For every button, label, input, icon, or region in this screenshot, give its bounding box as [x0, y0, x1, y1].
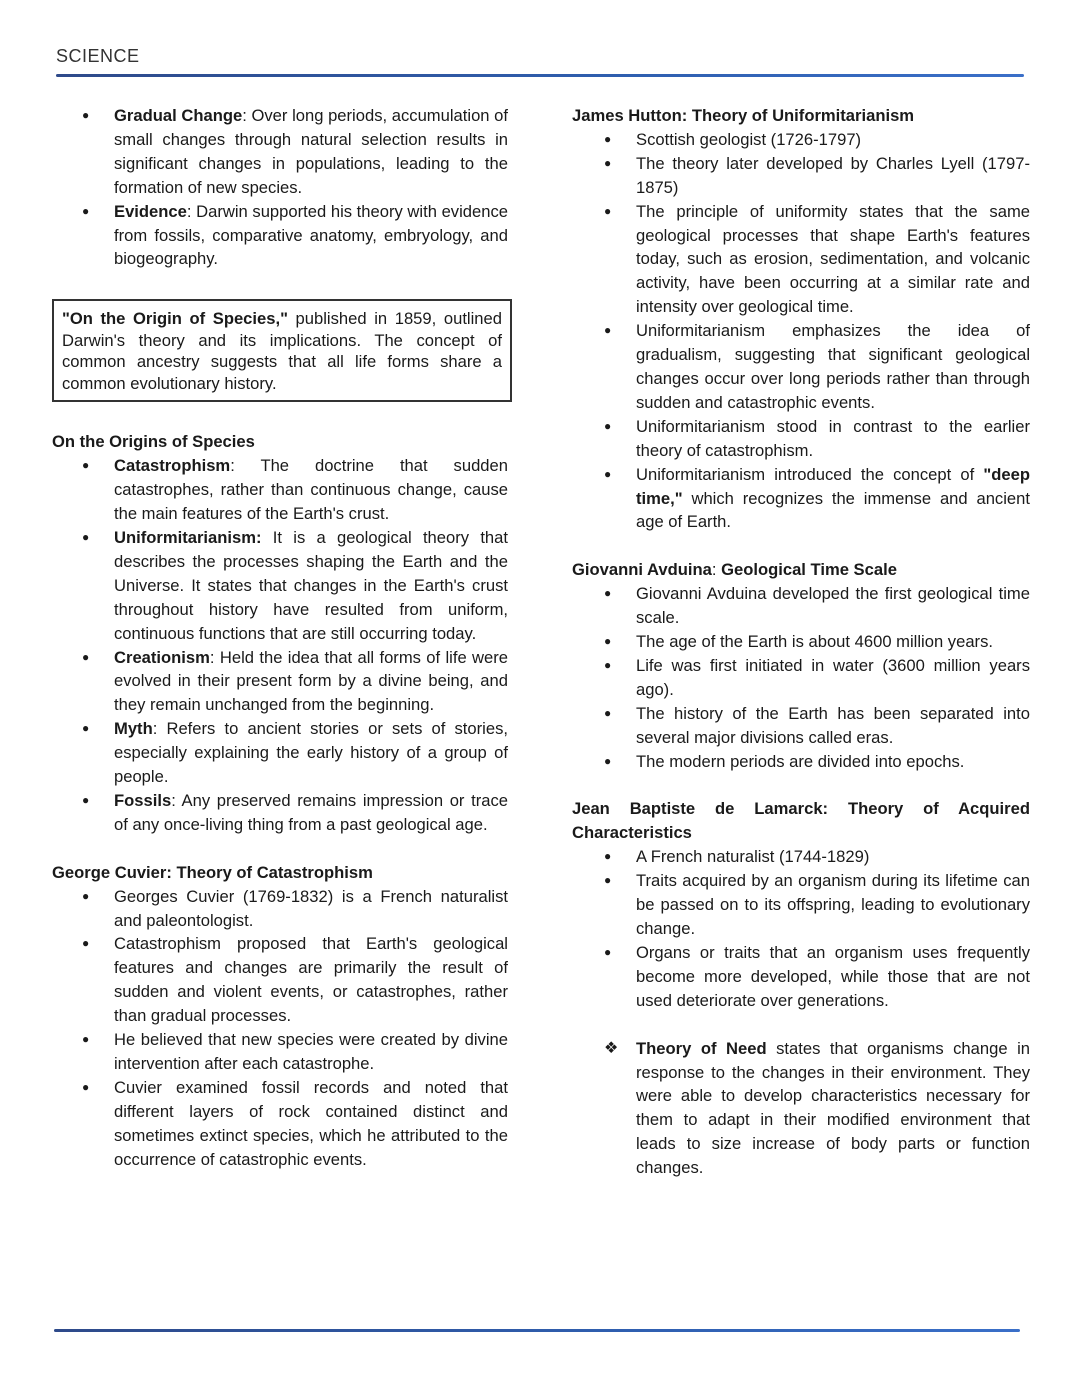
- origins-heading: On the Origins of Species: [52, 432, 255, 452]
- list-item: ● The age of the Earth is about 4600 million years.: [572, 630, 1030, 654]
- origin-of-species-callout: "On the Origin of Species," published in 1859, outlined Darwin's theory and its implications. The concept of common ancestry suggests that all life forms share a common evolutionary history.: [52, 299, 512, 402]
- avduina-heading: Giovanni Avduina: Geological Time Scale: [572, 560, 897, 580]
- list-item: ● Myth: Refers to ancient stories or sets of stories, especially explaining the early history of a group of people.: [52, 717, 508, 789]
- list-item: ● Cuvier examined fossil records and noted that different layers of rock contained distinct and sometimes extinct species, which he attributed to the occurrence of catastrophic events.: [52, 1076, 508, 1172]
- list-item: ● Organs or traits that an organism uses frequently become more developed, while those that are not used deteriorate over generations.: [572, 941, 1030, 1013]
- list-item: ● Uniformitarianism stood in contrast to the earlier theory of catastrophism.: [572, 415, 1030, 463]
- list-item: ● Creationism: Held the idea that all forms of life were evolved in their present form by a divine being, and they remain unchanged from the beginning.: [52, 646, 508, 718]
- list-item: ● Uniformitarianism emphasizes the idea of gradualism, suggesting that significant geological changes occur over long periods rather than through sudden and catastrophic events.: [572, 319, 1030, 415]
- list-item: ● Evidence: Darwin supported his theory with evidence from fossils, comparative anatomy, embryology, and biogeography.: [52, 200, 508, 272]
- list-item: ● He believed that new species were created by divine intervention after each catastrophe.: [52, 1028, 508, 1076]
- diamond-bullet-icon: ❖: [604, 1039, 619, 1057]
- list-item: ● Scottish geologist (1726-1797): [572, 128, 1030, 152]
- top-divider: [56, 74, 1024, 77]
- list-item: ● Catastrophism proposed that Earth's geological features and changes are primarily the result of sudden and violent events, or catastrophes, rather than gradual processes.: [52, 932, 508, 1028]
- list-item: ● Uniformitarianism: It is a geological theory that describes the processes shaping the Earth and the Universe. It states that changes in the Earth's crust throughout history have resulted from uniform, continuous functions that are still occurring today.: [52, 526, 508, 646]
- hutton-heading: James Hutton: Theory of Uniformitarianism: [572, 106, 915, 125]
- list-item: ● The principle of uniformity states that the same geological processes that shape Earth's features today, such as erosion, sedimentation, and volcanic activity, have been occurring at a similar rate and intensity over geological time.: [572, 200, 1030, 320]
- list-item: ● Fossils: Any preserved remains impression or trace of any once-living thing from a past geological age.: [52, 789, 508, 837]
- lamarck-list: [572, 845, 1030, 1012]
- list-item: ● Uniformitarianism introduced the concept of "deep time," which recognizes the immense and ancient age of Earth.: [572, 463, 1030, 535]
- list-item: ● A French naturalist (1744-1829): [572, 845, 1030, 869]
- list-item: ● Georges Cuvier (1769-1832) is a French naturalist and paleontologist.: [52, 885, 508, 933]
- right-column: [572, 104, 1030, 1180]
- list-item: ● The theory later developed by Charles Lyell (1797-1875): [572, 152, 1030, 200]
- theory-of-need-note: ❖ Theory of Need states that organisms change in response to the changes in their environment. They were able to develop characteristics necessary for them to adapt in their modified environment that leads to size increase of body parts or function changes.: [604, 1038, 1030, 1178]
- cuvier-heading: George Cuvier: Theory of Catastrophism: [52, 862, 373, 882]
- left-column: [52, 104, 508, 1172]
- avduina-list: [572, 582, 1030, 773]
- list-item: ● Life was first initiated in water (3600 million years ago).: [572, 654, 1030, 702]
- cuvier-list: [52, 885, 508, 1172]
- origins-list: [52, 454, 508, 837]
- list-item: ● Traits acquired by an organism during its lifetime can be passed on to its offspring, leading to evolutionary change.: [572, 869, 1030, 941]
- bottom-divider: [54, 1329, 1020, 1332]
- list-item: ● The modern periods are divided into epochs.: [572, 750, 1030, 774]
- list-item: ● The history of the Earth has been separated into several major divisions called eras.: [572, 702, 1030, 750]
- hutton-list: [572, 128, 1030, 534]
- subject-header: SCIENCE: [56, 46, 140, 66]
- list-item: ● Gradual Change: Over long periods, accumulation of small changes through natural selection results in significant changes in populations, leading to the formation of new species.: [52, 104, 508, 200]
- list-item: ● Giovanni Avduina developed the first geological time scale.: [572, 582, 1030, 630]
- darwin-points-list: [52, 104, 508, 271]
- list-item: ● Catastrophism: The doctrine that sudden catastrophes, rather than continuous change, cause the main features of the Earth's crust.: [52, 454, 508, 526]
- lamarck-heading: Jean Baptiste de Lamarck: Theory of Acquired Characteristics: [572, 799, 1030, 843]
